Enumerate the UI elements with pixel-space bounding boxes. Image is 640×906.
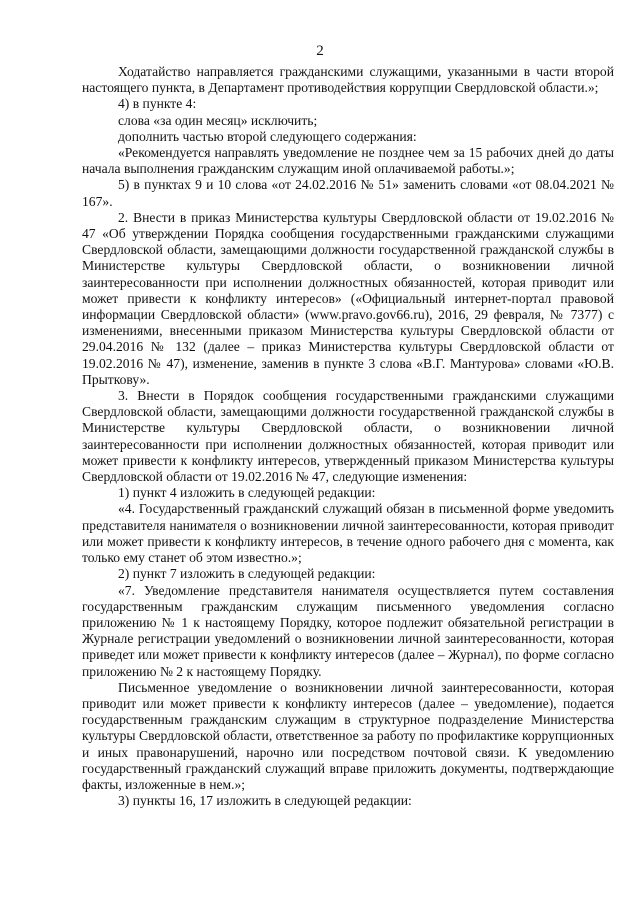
paragraph-8: 3. Внести в Порядок сообщения государственными гражданскими служащими Свердловской области, замещающими должности государственной гражданской службы в Министерстве культуры Свердловской области, о возникновении личной заинтересованности при исполнении должностных обязанностей, которая приводит или может привести к конфликту интересов, утвержденный приказом Министерства культуры Свердловской области от 19.02.2016 № 47, следующие изменения: [82,388,614,485]
document-body [82,64,614,809]
paragraph-13: Письменное уведомление о возникновении личной заинтересованности, которая приводит или может привести к конфликту интересов (далее – уведомление), подается государственным гражданским служащим в структурное подразделение Министерства культуры Свердловской области, ответственное за работу по профилактике коррупционных и иных правонарушений, нарочно или посредством почтовой связи. К уведомлению государственный гражданский служащий вправе приложить документы, подтверждающие факты, изложенные в нем.»; [82,679,614,792]
paragraph-1: Ходатайство направляется гражданскими служащими, указанными в части второй настоящего пункта, в Департамент противодействия коррупции Свердловской области.»; [82,64,614,96]
paragraph-4: дополнить частью второй следующего содержания: [118,128,417,144]
paragraph-10: «4. Государственный гражданский служащий обязан в письменной форме уведомить представителя нанимателя о возникновении личной заинтересованности, которая приводит или может привести к конфликту интересов, в течение одного рабочего дня с момента, как только ему станет об этом известно.»; [82,501,614,566]
paragraph-3: слова «за один месяц» исключить; [118,112,318,128]
paragraph-9: 1) пункт 4 изложить в следующей редакции: [118,485,376,501]
paragraph-14: 3) пункты 16, 17 изложить в следующей редакции: [118,793,412,809]
page-number: 2 [316,43,324,59]
paragraph-11: 2) пункт 7 изложить в следующей редакции: [118,566,376,582]
paragraph-6: 5) в пунктах 9 и 10 слова «от 24.02.2016 № 51» заменить словами «от 08.04.2021 № 167». [82,177,614,209]
paragraph-7: 2. Внести в приказ Министерства культуры Свердловской области от 19.02.2016 № 47 «Об утверждении Порядка сообщения государственными гражданскими служащими Свердловской области, замещающими должности государственной гражданской службы в Министерстве культуры Свердловской области, о возникновении личной заинтересованности при исполнении должностных обязанностей, которая приводит или может привести к конфликту интересов» («Официальный интернет-портал правовой информации Свердловской области» (www.pravo.gov66.ru), 2016, 29 февраля, № 7377) с изменениями, внесенными приказом Министерства культуры Свердловской области от 29.04.2016 № 132 (далее – приказ Министерства культуры Свердловской области от 19.02.2016 № 47), изменение, заменив в пункте 3 слова «В.Г. Мантурова» словами «Ю.В. Прыткову». [82,209,614,387]
paragraph-2: 4) в пункте 4: [118,96,197,112]
paragraph-5: «Рекомендуется направлять уведомление не позднее чем за 15 рабочих дней до даты начала выполнения гражданским служащим иной оплачиваемой работы.»; [82,145,614,177]
paragraph-12: «7. Уведомление представителя нанимателя осуществляется путем составления государственным гражданским служащим письменного уведомления согласно приложению № 1 к настоящему Порядку, которое подлежит обязательной регистрации в Журнале регистрации уведомлений о возникновении личной заинтересованности, которая приведет или может привести к конфликту интересов (далее – Журнал), по форме согласно приложению № 2 к настоящему Порядку. [82,582,614,679]
